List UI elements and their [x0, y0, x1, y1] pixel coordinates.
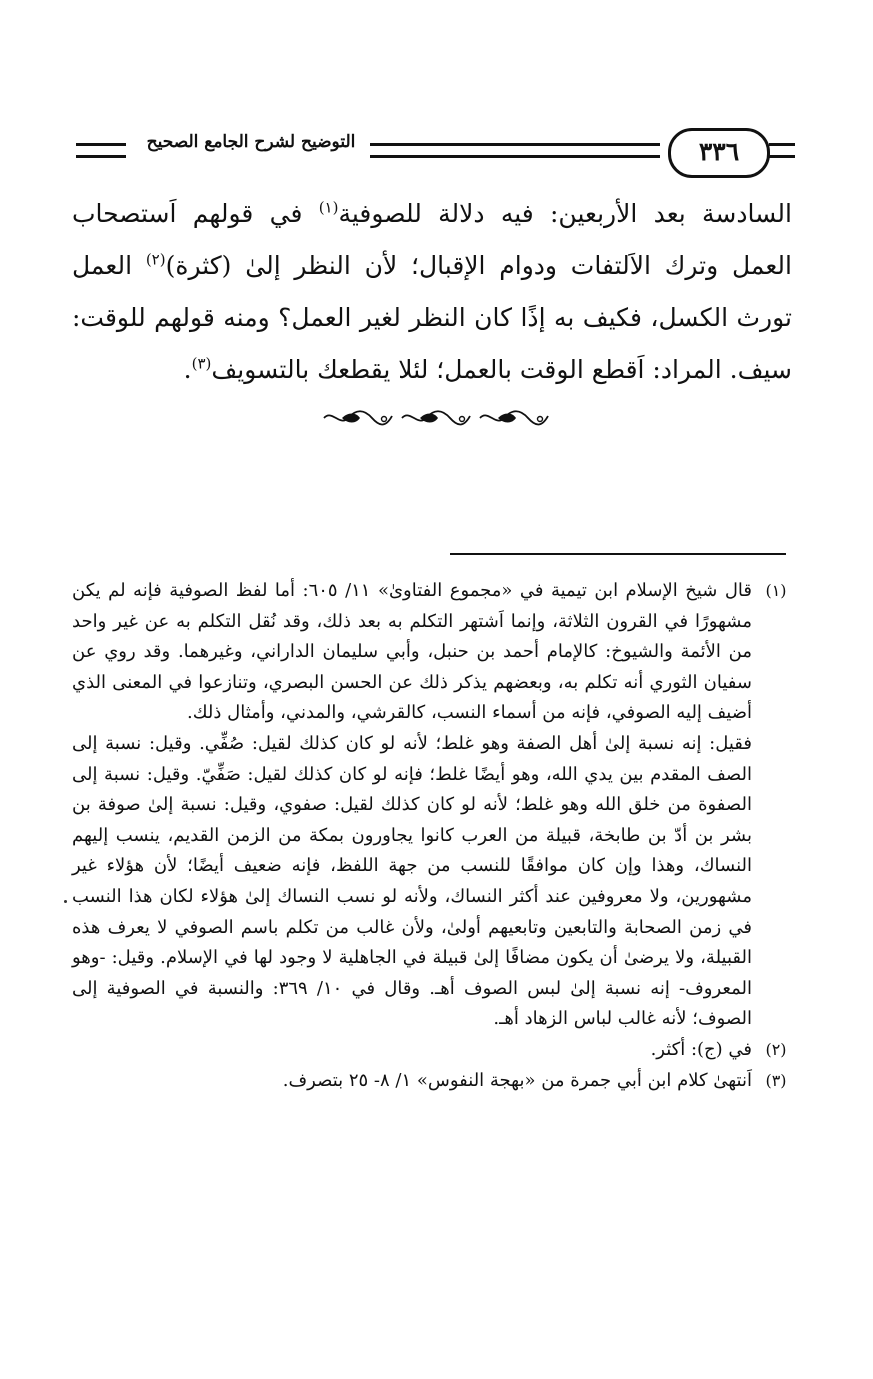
footnote-number: (٣): [765, 1070, 787, 1090]
main-paragraph: [72, 188, 792, 396]
flourish-icon: [322, 407, 394, 429]
footnote-1: [72, 576, 792, 1035]
header-rule-long: [370, 143, 660, 158]
footnote-number: (١): [765, 581, 787, 600]
footnote-separator: [450, 553, 786, 555]
footnote-ref-2[interactable]: (٢): [145, 250, 166, 269]
page-header: [70, 126, 790, 182]
main-text: [72, 188, 792, 396]
footnote-3: [72, 1066, 792, 1097]
main-text-part-2: في قولهم اَستصحاب العمل وترك الاَلتفات ودوام الإقبال؛ لأن النظر إلىٰ (كثرة): [72, 199, 792, 280]
flourish-icon: [478, 407, 550, 429]
footnote-paragraph: فقيل: إنه نسبة إلىٰ أهل الصفة وهو غلط؛ لأنه لو كان كذلك لقيل: صُفِّي. وقيل: نسبة إلى الصف المقدم بين يدي الله، وهو أيضًا غلط؛ فإنه لو كان كذلك لقيل: صَفِّيّ. وقيل: نسبة إلى الصفوة من خلق الله وهو غلط؛ لأنه لو كان كذلك لقيل: صفوي، وقيل: نسبة إلىٰ صوفة بن بشر بن أدّ بن طابخة، قبيلة من العرب كانوا يجاورون بمكة من الزمن القديم، ينسب إليهم النساك، وهذا وإن كان موافقًا للنسب من جهة اللفظ، فإنه ضعيف أيضًا؛ لأن هؤلاء غير مشهورين، ولا معروفين عند أكثر النساك، ولأنه لو نسب النساك إلىٰ هؤلاء لكان هذا النسب في زمن الصحابة والتابعين وتابعيهم أولىٰ، ولأن غالب من تكلم باسم الصوفي لا يعرف هذه القبيلة، ولا يرضىٰ أن يكون مضافًا إلىٰ قبيلة في الجاهلية لا وجود لها في الإسلام. وقيل: -وهو المعروف- إنه نسبة إلىٰ لبس الصوف أهـ. وقال في ١٠/ ٣٦٩: والنسبة في الصوفية إلى الصوف؛ لأنه غالب لباس الزهاد أهـ.: [72, 732, 752, 1030]
footnote-paragraph: في (ج): أكثر.: [650, 1038, 752, 1060]
footnote-number: (٢): [765, 1039, 787, 1059]
footnote-paragraph: اَنتهىٰ كلام ابن أبي جمرة من «بهجة النفوس» ١/ ٨- ٢٥ بتصرف.: [282, 1069, 752, 1091]
main-text-part-3: العمل تورث الكسل، فكيف به إذًا كان النظر لغير العمل؟ ومنه قولهم للوقت: سيف. المراد: اَقطع الوقت بالعمل؛ لئلا يقطعك بالتسويف: [72, 251, 792, 384]
footnote-ref-1[interactable]: (١): [318, 198, 339, 217]
margin-speck: [64, 900, 67, 903]
page-number: ٣٣٦: [668, 128, 770, 178]
main-text-end: .: [183, 355, 192, 384]
header-rule-tail: [769, 143, 795, 158]
footnote-2: [72, 1035, 792, 1066]
running-title: التوضيح لشرح الجامع الصحيح: [146, 132, 356, 152]
flourish-icon: [400, 407, 472, 429]
section-divider-ornament: [300, 402, 572, 434]
header-rule-short: [76, 143, 126, 158]
footnote-ref-3[interactable]: (٣): [191, 354, 212, 373]
footnotes: [72, 576, 792, 1096]
main-text-part-1: السادسة بعد الأربعين: فيه دلالة للصوفية: [338, 199, 792, 228]
footnote-paragraph: قال شيخ الإسلام ابن تيمية في «مجموع الفتاوىٰ» ١١/ ٦٠٥: أما لفظ الصوفية فإنه لم يكن مشهورًا في القرون الثلاثة، وإنما اَشتهر التكلم به بعد ذلك، وقد نُقل التكلم به عن غير واحد من الأئمة والشيوخ: كالإمام أحمد بن حنبل، وأبي سليمان الداراني، وغيرهما. وقد روي عن سفيان الثوري أنه تكلم به، وبعضهم يذكر ذلك عن الحسن البصري، وتنازعوا في المعنى الذي أضيف إليه الصوفي، فإنه من أسماء النسب، كالقرشي، والمدني، وأمثال ذلك.: [72, 580, 752, 724]
